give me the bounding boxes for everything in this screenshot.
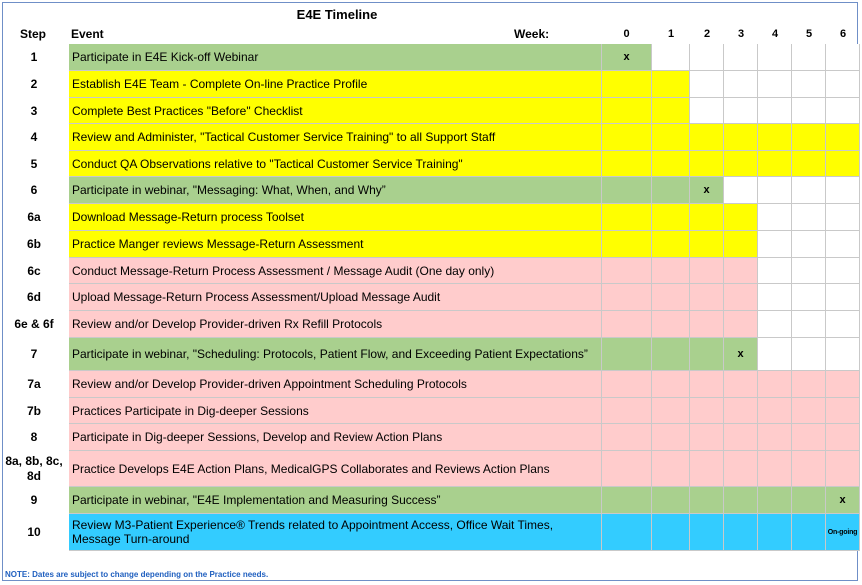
week-cell-4 [758, 371, 792, 398]
week-marker: x [826, 487, 860, 514]
week-cell-4 [758, 231, 792, 258]
table-row [0, 514, 860, 551]
week-marker: x [601, 44, 652, 71]
week-cell-0 [601, 284, 652, 311]
week-cell-2 [690, 424, 724, 451]
step-number: 7 [30, 347, 38, 361]
week-cell-3 [724, 98, 758, 124]
week-cell-3 [724, 258, 758, 284]
week-cell-4 [758, 124, 792, 151]
week-cell-6 [826, 398, 860, 424]
event-cell: Complete Best Practices "Before" Checklist [69, 98, 601, 124]
week-cell-5 [792, 204, 826, 231]
week-cell-6 [826, 204, 860, 231]
week-cell-3 [724, 514, 758, 551]
table-row [0, 284, 860, 311]
step-number: 8a, 8b, 8c, 8d [5, 454, 63, 483]
week-cell-4 [758, 151, 792, 177]
week-cell-6 [826, 451, 860, 487]
week-cell-1 [652, 151, 690, 177]
week-number-2: 2 [703, 28, 711, 40]
week-cell-0 [601, 124, 652, 151]
event-cell: Download Message-Return process Toolset [69, 204, 601, 231]
week-cell-3 [724, 151, 758, 177]
week-cell-3 [724, 71, 758, 98]
week-cell-6 [826, 71, 860, 98]
week-cell-1 [652, 514, 690, 551]
week-cell-5 [792, 231, 826, 258]
week-cell-4 [758, 398, 792, 424]
table-row [0, 231, 860, 258]
step-number: 5 [30, 156, 38, 171]
week-cell-4 [758, 424, 792, 451]
table-row [0, 338, 860, 371]
week-cell-0 [601, 424, 652, 451]
week-cell-1 [652, 98, 690, 124]
step-number: 6b [26, 237, 41, 251]
week-cell-4 [758, 451, 792, 487]
week-cell-6 [826, 177, 860, 204]
event-cell: Review and/or Develop Provider-driven Rx Refill Protocols [69, 311, 601, 338]
week-cell-1 [652, 338, 690, 371]
week-cell-6 [826, 124, 860, 151]
week-cell-5 [792, 284, 826, 311]
week-cell-3 [724, 487, 758, 514]
week-cell-6 [826, 338, 860, 371]
week-cell-6 [826, 231, 860, 258]
table-row [0, 98, 860, 124]
week-cell-1 [652, 204, 690, 231]
step-number: 9 [30, 493, 38, 507]
week-cell-0 [601, 151, 652, 177]
week-cell-3 [724, 424, 758, 451]
step-number: 6c [27, 263, 41, 278]
week-cell-5 [792, 71, 826, 98]
event-cell: Conduct Message-Return Process Assessment / Message Audit (One day only) [69, 258, 601, 284]
table-row [0, 177, 860, 204]
week-column-header: Week: [514, 27, 550, 41]
week-cell-5 [792, 44, 826, 71]
week-cell-6 [826, 424, 860, 451]
week-cell-0 [601, 371, 652, 398]
week-number-1: 1 [667, 28, 675, 40]
step-number: 3 [30, 103, 38, 118]
event-cell: Participate in Dig-deeper Sessions, Develop and Review Action Plans [69, 424, 601, 451]
week-cell-6 [826, 371, 860, 398]
week-cell-0 [601, 311, 652, 338]
week-cell-1 [652, 258, 690, 284]
footnote: NOTE: Dates are subject to change depending on the Practice needs. [5, 570, 269, 579]
step-number: 7a [27, 377, 41, 391]
week-cell-0 [601, 231, 652, 258]
step-number: 7b [26, 403, 41, 418]
week-cell-2 [690, 44, 724, 71]
week-cell-0 [601, 177, 652, 204]
week-cell-5 [792, 177, 826, 204]
table-row [0, 258, 860, 284]
week-cell-2 [690, 204, 724, 231]
week-cell-3 [724, 311, 758, 338]
week-cell-2 [690, 338, 724, 371]
table-row [0, 44, 860, 71]
week-cell-2 [690, 451, 724, 487]
week-cell-0 [601, 487, 652, 514]
week-cell-3 [724, 284, 758, 311]
week-cell-4 [758, 258, 792, 284]
table-row [0, 151, 860, 177]
event-cell: Establish E4E Team - Complete On-line Practice Profile [69, 71, 601, 98]
week-cell-1 [652, 124, 690, 151]
week-cell-0 [601, 514, 652, 551]
week-marker: x [724, 338, 758, 371]
week-cell-5 [792, 424, 826, 451]
week-cell-5 [792, 151, 826, 177]
event-cell: Practice Develops E4E Action Plans, MedicalGPS Collaborates and Reviews Action Plans [69, 451, 601, 487]
week-cell-5 [792, 258, 826, 284]
week-cell-6 [826, 151, 860, 177]
week-cell-2 [690, 514, 724, 551]
week-marker: x [690, 177, 724, 204]
week-cell-3 [724, 124, 758, 151]
event-cell: Practice Manger reviews Message-Return Assessment [69, 231, 601, 258]
step-number: 2 [30, 77, 38, 91]
week-cell-5 [792, 514, 826, 551]
step-number: 1 [30, 50, 38, 64]
week-number-3: 3 [737, 28, 745, 40]
week-cell-0 [601, 71, 652, 98]
table-row [0, 398, 860, 424]
week-cell-3 [724, 44, 758, 71]
week-number-5: 5 [805, 28, 813, 40]
week-cell-1 [652, 311, 690, 338]
week-cell-4 [758, 177, 792, 204]
week-cell-5 [792, 311, 826, 338]
week-cell-4 [758, 44, 792, 71]
week-cell-2 [690, 151, 724, 177]
week-cell-1 [652, 487, 690, 514]
week-cell-3 [724, 177, 758, 204]
week-cell-5 [792, 371, 826, 398]
week-cell-1 [652, 177, 690, 204]
week-cell-2 [690, 398, 724, 424]
table-row [0, 204, 860, 231]
week-cell-4 [758, 338, 792, 371]
week-cell-4 [758, 487, 792, 514]
event-cell: Review and/or Develop Provider-driven Appointment Scheduling Protocols [69, 371, 601, 398]
week-marker: On-going [826, 514, 860, 551]
week-cell-0 [601, 258, 652, 284]
week-cell-1 [652, 371, 690, 398]
week-cell-6 [826, 98, 860, 124]
week-cell-5 [792, 338, 826, 371]
week-cell-5 [792, 487, 826, 514]
step-number: 4 [30, 130, 38, 144]
week-cell-4 [758, 98, 792, 124]
week-cell-0 [601, 204, 652, 231]
week-cell-1 [652, 71, 690, 98]
table-row [0, 124, 860, 151]
week-cell-1 [652, 284, 690, 311]
event-cell: Review M3-Patient Experience® Trends related to Appointment Access, Office Wait Times, Message Turn-around [69, 514, 601, 551]
table-row [0, 371, 860, 398]
week-cell-2 [690, 284, 724, 311]
week-cell-3 [724, 204, 758, 231]
week-cell-2 [690, 258, 724, 284]
event-cell: Participate in webinar, "E4E Implementation and Measuring Success” [69, 487, 601, 514]
table-row [0, 451, 860, 487]
week-cell-2 [690, 231, 724, 258]
week-cell-5 [792, 98, 826, 124]
event-cell: Participate in webinar, "Scheduling: Protocols, Patient Flow, and Exceeding Patient Expectations” [69, 338, 601, 371]
step-number: 6d [26, 290, 41, 304]
week-cell-4 [758, 204, 792, 231]
event-column-header: Event [71, 27, 104, 41]
week-cell-5 [792, 451, 826, 487]
table-row [0, 311, 860, 338]
week-cell-6 [826, 258, 860, 284]
page-title: E4E Timeline [296, 7, 378, 22]
week-cell-3 [724, 398, 758, 424]
event-cell: Conduct QA Observations relative to "Tactical Customer Service Training" [69, 151, 601, 177]
week-cell-3 [724, 371, 758, 398]
week-cell-2 [690, 71, 724, 98]
step-number: 6e & 6f [14, 317, 54, 331]
event-cell: Participate in E4E Kick-off Webinar [69, 44, 601, 71]
week-cell-2 [690, 487, 724, 514]
week-cell-5 [792, 398, 826, 424]
week-cell-0 [601, 451, 652, 487]
week-cell-0 [601, 338, 652, 371]
week-cell-2 [690, 124, 724, 151]
week-cell-3 [724, 231, 758, 258]
week-cell-6 [826, 44, 860, 71]
week-cell-3 [724, 451, 758, 487]
step-number: 10 [27, 525, 41, 539]
step-column-header: Step [19, 27, 46, 41]
step-number: 6 [30, 183, 38, 197]
week-cell-2 [690, 311, 724, 338]
week-cell-4 [758, 311, 792, 338]
table-row [0, 424, 860, 451]
week-number-4: 4 [771, 28, 779, 40]
week-cell-4 [758, 284, 792, 311]
week-cell-5 [792, 124, 826, 151]
event-cell: Upload Message-Return Process Assessment/Upload Message Audit [69, 284, 601, 311]
week-cell-6 [826, 311, 860, 338]
week-cell-6 [826, 284, 860, 311]
step-number: 6a [27, 210, 41, 224]
week-cell-0 [601, 398, 652, 424]
week-cell-1 [652, 398, 690, 424]
week-number-0: 0 [623, 28, 630, 40]
week-cell-0 [601, 98, 652, 124]
week-cell-2 [690, 371, 724, 398]
table-row [0, 71, 860, 98]
week-cell-1 [652, 424, 690, 451]
event-cell: Review and Administer, "Tactical Customer Service Training" to all Support Staff [69, 124, 601, 151]
week-number-6: 6 [839, 28, 847, 40]
week-cell-1 [652, 231, 690, 258]
step-number: 8 [30, 430, 38, 444]
table-row [0, 487, 860, 514]
week-cell-1 [652, 451, 690, 487]
week-cell-2 [690, 98, 724, 124]
event-cell: Participate in webinar, "Messaging: What, When, and Why” [69, 177, 601, 204]
week-cell-4 [758, 514, 792, 551]
week-cell-1 [652, 44, 690, 71]
event-cell: Practices Participate in Dig-deeper Sessions [69, 398, 601, 424]
week-cell-4 [758, 71, 792, 98]
